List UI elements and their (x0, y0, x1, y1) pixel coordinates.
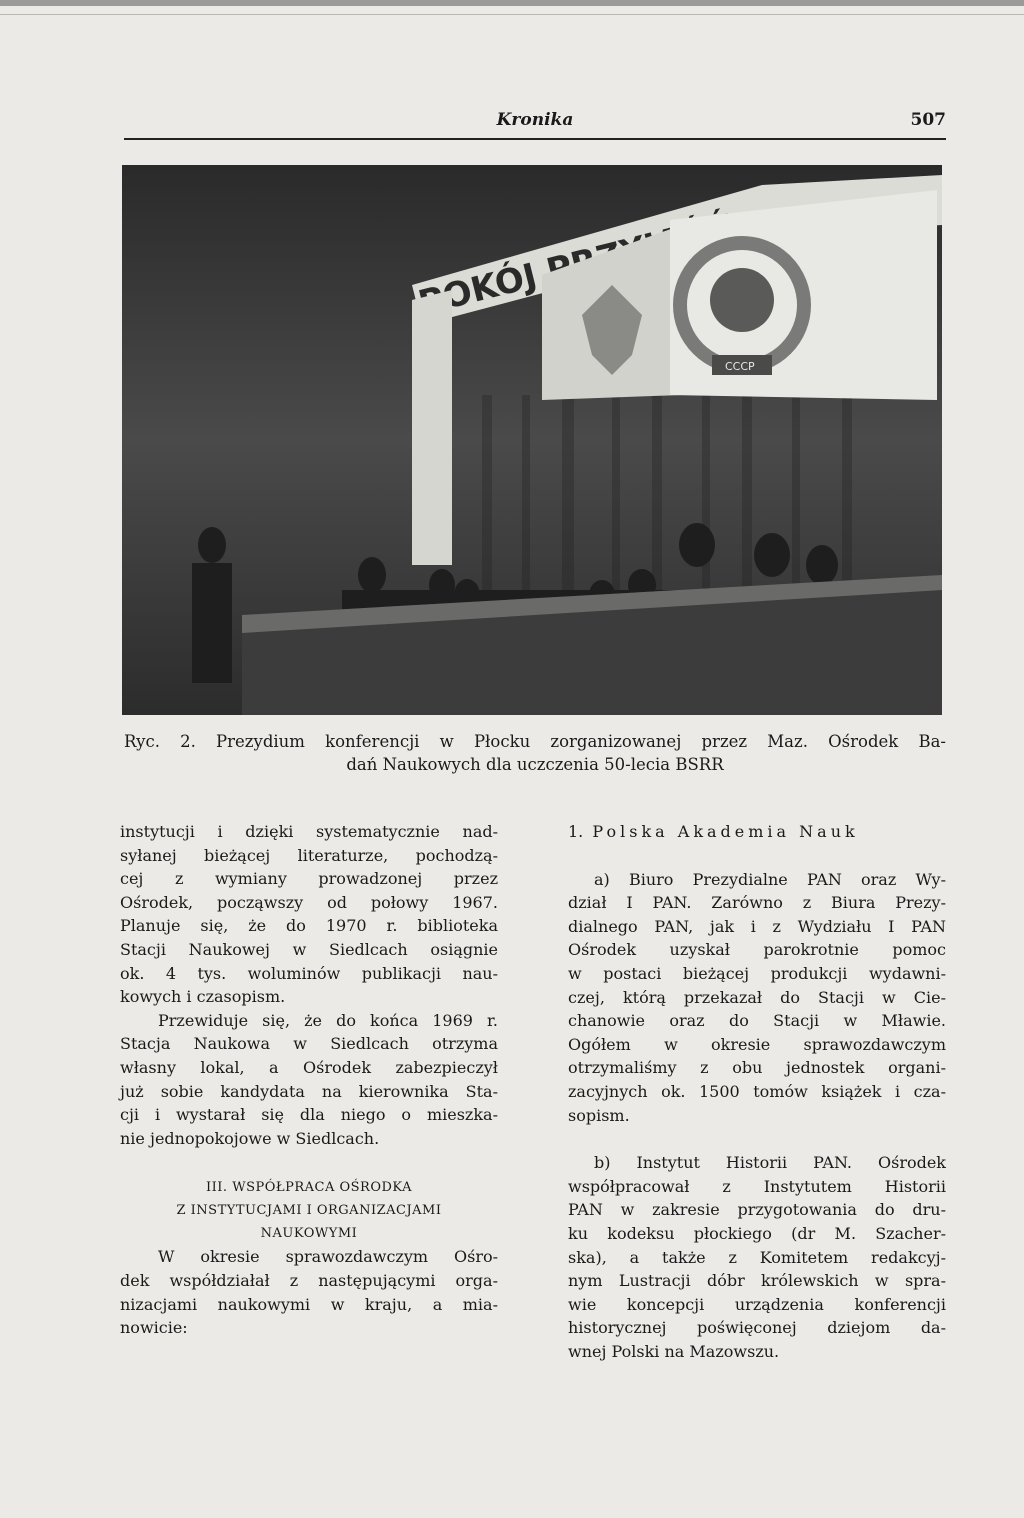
section-heading (120, 1176, 498, 1245)
text-line: Stacji Naukowej w Siedlcach osiągnie (120, 939, 498, 959)
photo-presidium (122, 165, 942, 715)
text-line: nym Lustracji dóbr królewskich w spra- (568, 1271, 946, 1291)
text-line: współpracował z Instytutem Historii (568, 1176, 946, 1196)
text-line: wnej Polski na Mazowszu. (568, 1341, 780, 1361)
text-line: Planuje się, że do 1970 r. biblioteka (120, 916, 498, 936)
page-top-edge (0, 0, 1024, 6)
text-line: własny lokal, a Ośrodek zabezpieczył (120, 1057, 498, 1077)
left-column (120, 820, 498, 1340)
header-rule (124, 138, 946, 140)
heading-line: III. WSPÓŁPRACA OŚRODKA (206, 1180, 412, 1196)
text-line: czej, którą przekazał do Stacji w Cie- (568, 987, 946, 1007)
text-line: już sobie kandydata na kierownika Sta- (120, 1081, 498, 1101)
section-title (568, 820, 946, 844)
text-line: Ośrodek, począwszy od połowy 1967. (120, 892, 498, 912)
text-line: Stacja Naukowa w Siedlcach otrzyma (120, 1034, 498, 1054)
spacer (568, 1127, 946, 1151)
text-line: w postaci bieżącej produkcji wydawni- (568, 963, 946, 983)
text-line: wie koncepcji urządzenia konferencji (568, 1294, 946, 1314)
text-line: a) Biuro Prezydialne PAN oraz Wy- (594, 869, 946, 889)
section-number: 1. (568, 822, 584, 841)
page-number: 507 (910, 110, 946, 130)
figure-caption (124, 730, 946, 776)
banner-text: POKÓJ (414, 255, 541, 324)
running-title: Kronika (496, 110, 574, 130)
text-line: Ośrodek uzyskał parokrotnie pomoc (568, 940, 946, 960)
heading-line: Z INSTYTUCJAMI I ORGANIZACJAMI (176, 1203, 442, 1219)
caption-line: dań Naukowych dla uczczenia 50-lecia BSRR (346, 755, 724, 774)
text-line: dialnego PAN, jak i z Wydziału I PAN (568, 916, 946, 936)
text-line: b) Instytut Historii PAN. Ośrodek (594, 1153, 946, 1173)
spacer (568, 844, 946, 868)
text-line: chanowie oraz do Stacji w Mławie. (568, 1011, 946, 1031)
text-line: Przewiduje się, że do końca 1969 r. (158, 1010, 498, 1030)
text-line: cej z wymiany prowadzonej przez (120, 869, 498, 889)
text-line: ska), a także z Komitetem redakcyj- (568, 1247, 946, 1267)
text-line: dek współdziałał z następującymi orga- (120, 1270, 498, 1290)
text-line: nie jednopokojowe w Siedlcach. (120, 1128, 380, 1148)
section-title-text: Polska Akademia Nauk (592, 822, 859, 841)
emblem-text: СССР (725, 360, 755, 373)
text-line: PAN w zakresie przygotowania do dru- (568, 1200, 946, 1220)
text-line: cji i wystarał się dla niego o mieszka- (120, 1105, 498, 1125)
text-line: otrzymaliśmy z obu jednostek organi- (568, 1058, 946, 1078)
text-line: syłanej bieżącej literaturze, pochodzą- (120, 845, 498, 865)
text-line: sopism. (568, 1105, 630, 1125)
text-line: zacyjnych ok. 1500 tomów książek i cza- (568, 1081, 946, 1101)
right-column (568, 820, 946, 1363)
text-line: historycznej poświęconej dziejom da- (568, 1318, 946, 1338)
text-line: Ogółem w okresie sprawozdawczym (568, 1034, 946, 1054)
spacer (120, 1150, 498, 1176)
heading-line: NAUKOWYMI (260, 1226, 358, 1242)
text-line: dział I PAN. Zarówno z Biura Prezy- (568, 893, 946, 913)
text-line: instytucji i dzięki systematycznie nad- (120, 822, 498, 841)
running-head (124, 110, 946, 136)
text-line: ku kodeksu płockiego (dr M. Szacher- (568, 1223, 946, 1243)
text-line: nizacjami naukowymi w kraju, a mia- (120, 1294, 498, 1314)
caption-line: Ryc. 2. Prezydium konferencji w Płocku zorganizowanej przez Maz. Ośrodek Ba- (124, 732, 946, 751)
text-line: kowych i czasopism. (120, 987, 286, 1007)
text-line: ok. 4 tys. woluminów publikacji nau- (120, 963, 498, 983)
text-line: nowicie: (120, 1318, 188, 1338)
page-edge-line (0, 14, 1024, 15)
text-line: W okresie sprawozdawczym Ośro- (158, 1247, 498, 1267)
